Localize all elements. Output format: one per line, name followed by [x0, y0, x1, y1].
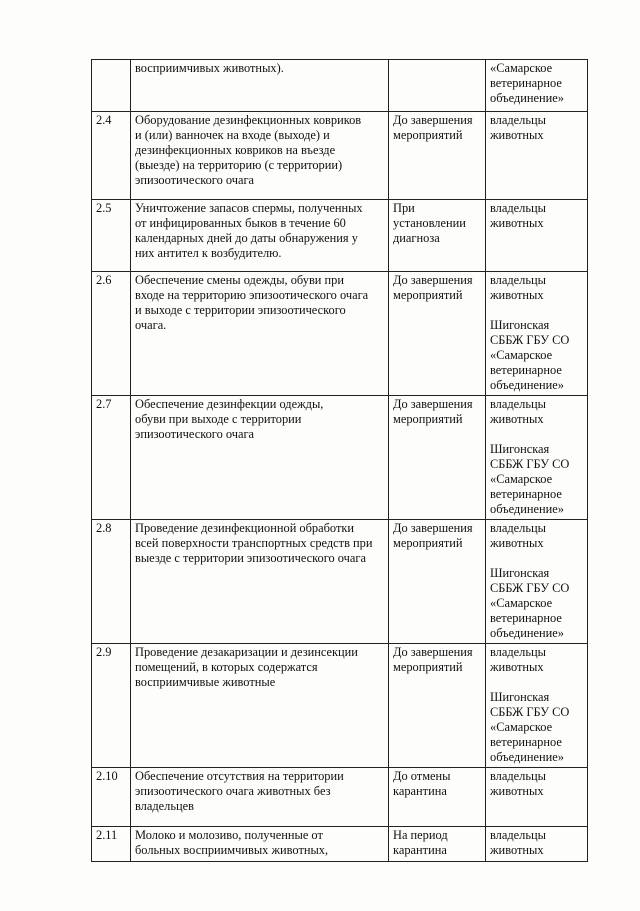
table-row	[92, 827, 588, 862]
table-row	[92, 60, 588, 112]
term-cell: До отмены карантина	[389, 768, 486, 827]
table-row	[92, 396, 588, 520]
row-number	[92, 60, 131, 112]
action-cell: Обеспечение смены одежды, обуви при входе на территорию эпизоотического очага и выходе с территории эпизоотического очага.	[131, 272, 389, 396]
action-cell: Молоко и молозиво, полученные от больных восприимчивых животных,	[131, 827, 389, 862]
responsible-cell: владельцы животных	[486, 200, 588, 272]
responsible-cell: владельцы животных	[486, 827, 588, 862]
action-cell: Уничтожение запасов спермы, полученных от инфицированных быков в течение 60 календарных дней до даты обнаружения у них антител к возбудителю.	[131, 200, 389, 272]
row-number: 2.6	[92, 272, 131, 396]
action-cell: Оборудование дезинфекционных ковриков и (или) ванночек на входе (выходе) и дезинфекционных ковриков на въезде (выезде) на территорию (с территории) эпизоотического очага	[131, 112, 389, 200]
term-cell: На период карантина	[389, 827, 486, 862]
responsible-cell: владельцы животных Шигонская СББЖ ГБУ СО «Самарское ветеринарное объединение»	[486, 396, 588, 520]
row-number: 2.4	[92, 112, 131, 200]
row-number: 2.5	[92, 200, 131, 272]
row-number: 2.7	[92, 396, 131, 520]
term-cell: До завершения мероприятий	[389, 520, 486, 644]
table-row	[92, 112, 588, 200]
row-number: 2.9	[92, 644, 131, 768]
responsible-cell: владельцы животных Шигонская СББЖ ГБУ СО «Самарское ветеринарное объединение»	[486, 272, 588, 396]
table-row	[92, 520, 588, 644]
row-number: 2.8	[92, 520, 131, 644]
term-cell: До завершения мероприятий	[389, 272, 486, 396]
responsible-cell: владельцы животных	[486, 768, 588, 827]
term-cell: При установлении диагноза	[389, 200, 486, 272]
measures-table	[91, 59, 588, 862]
term-cell: До завершения мероприятий	[389, 644, 486, 768]
term-cell: До завершения мероприятий	[389, 112, 486, 200]
action-cell: Проведение дезакаризации и дезинсекции помещений, в которых содержатся восприимчивые животные	[131, 644, 389, 768]
responsible-cell: владельцы животных Шигонская СББЖ ГБУ СО «Самарское ветеринарное объединение»	[486, 520, 588, 644]
table-row	[92, 272, 588, 396]
action-cell: восприимчивых животных).	[131, 60, 389, 112]
action-cell: Обеспечение отсутствия на территории эпизоотического очага животных без владельцев	[131, 768, 389, 827]
table-row	[92, 644, 588, 768]
term-cell: До завершения мероприятий	[389, 396, 486, 520]
action-cell: Обеспечение дезинфекции одежды, обуви при выходе с территории эпизоотического очага	[131, 396, 389, 520]
responsible-cell: владельцы животных	[486, 112, 588, 200]
row-number: 2.11	[92, 827, 131, 862]
action-cell: Проведение дезинфекционной обработки всей поверхности транспортных средств при выезде с территории эпизоотического очага	[131, 520, 389, 644]
table-row	[92, 200, 588, 272]
term-cell	[389, 60, 486, 112]
row-number: 2.10	[92, 768, 131, 827]
responsible-cell: «Самарское ветеринарное объединение»	[486, 60, 588, 112]
table-row	[92, 768, 588, 827]
responsible-cell: владельцы животных Шигонская СББЖ ГБУ СО «Самарское ветеринарное объединение»	[486, 644, 588, 768]
